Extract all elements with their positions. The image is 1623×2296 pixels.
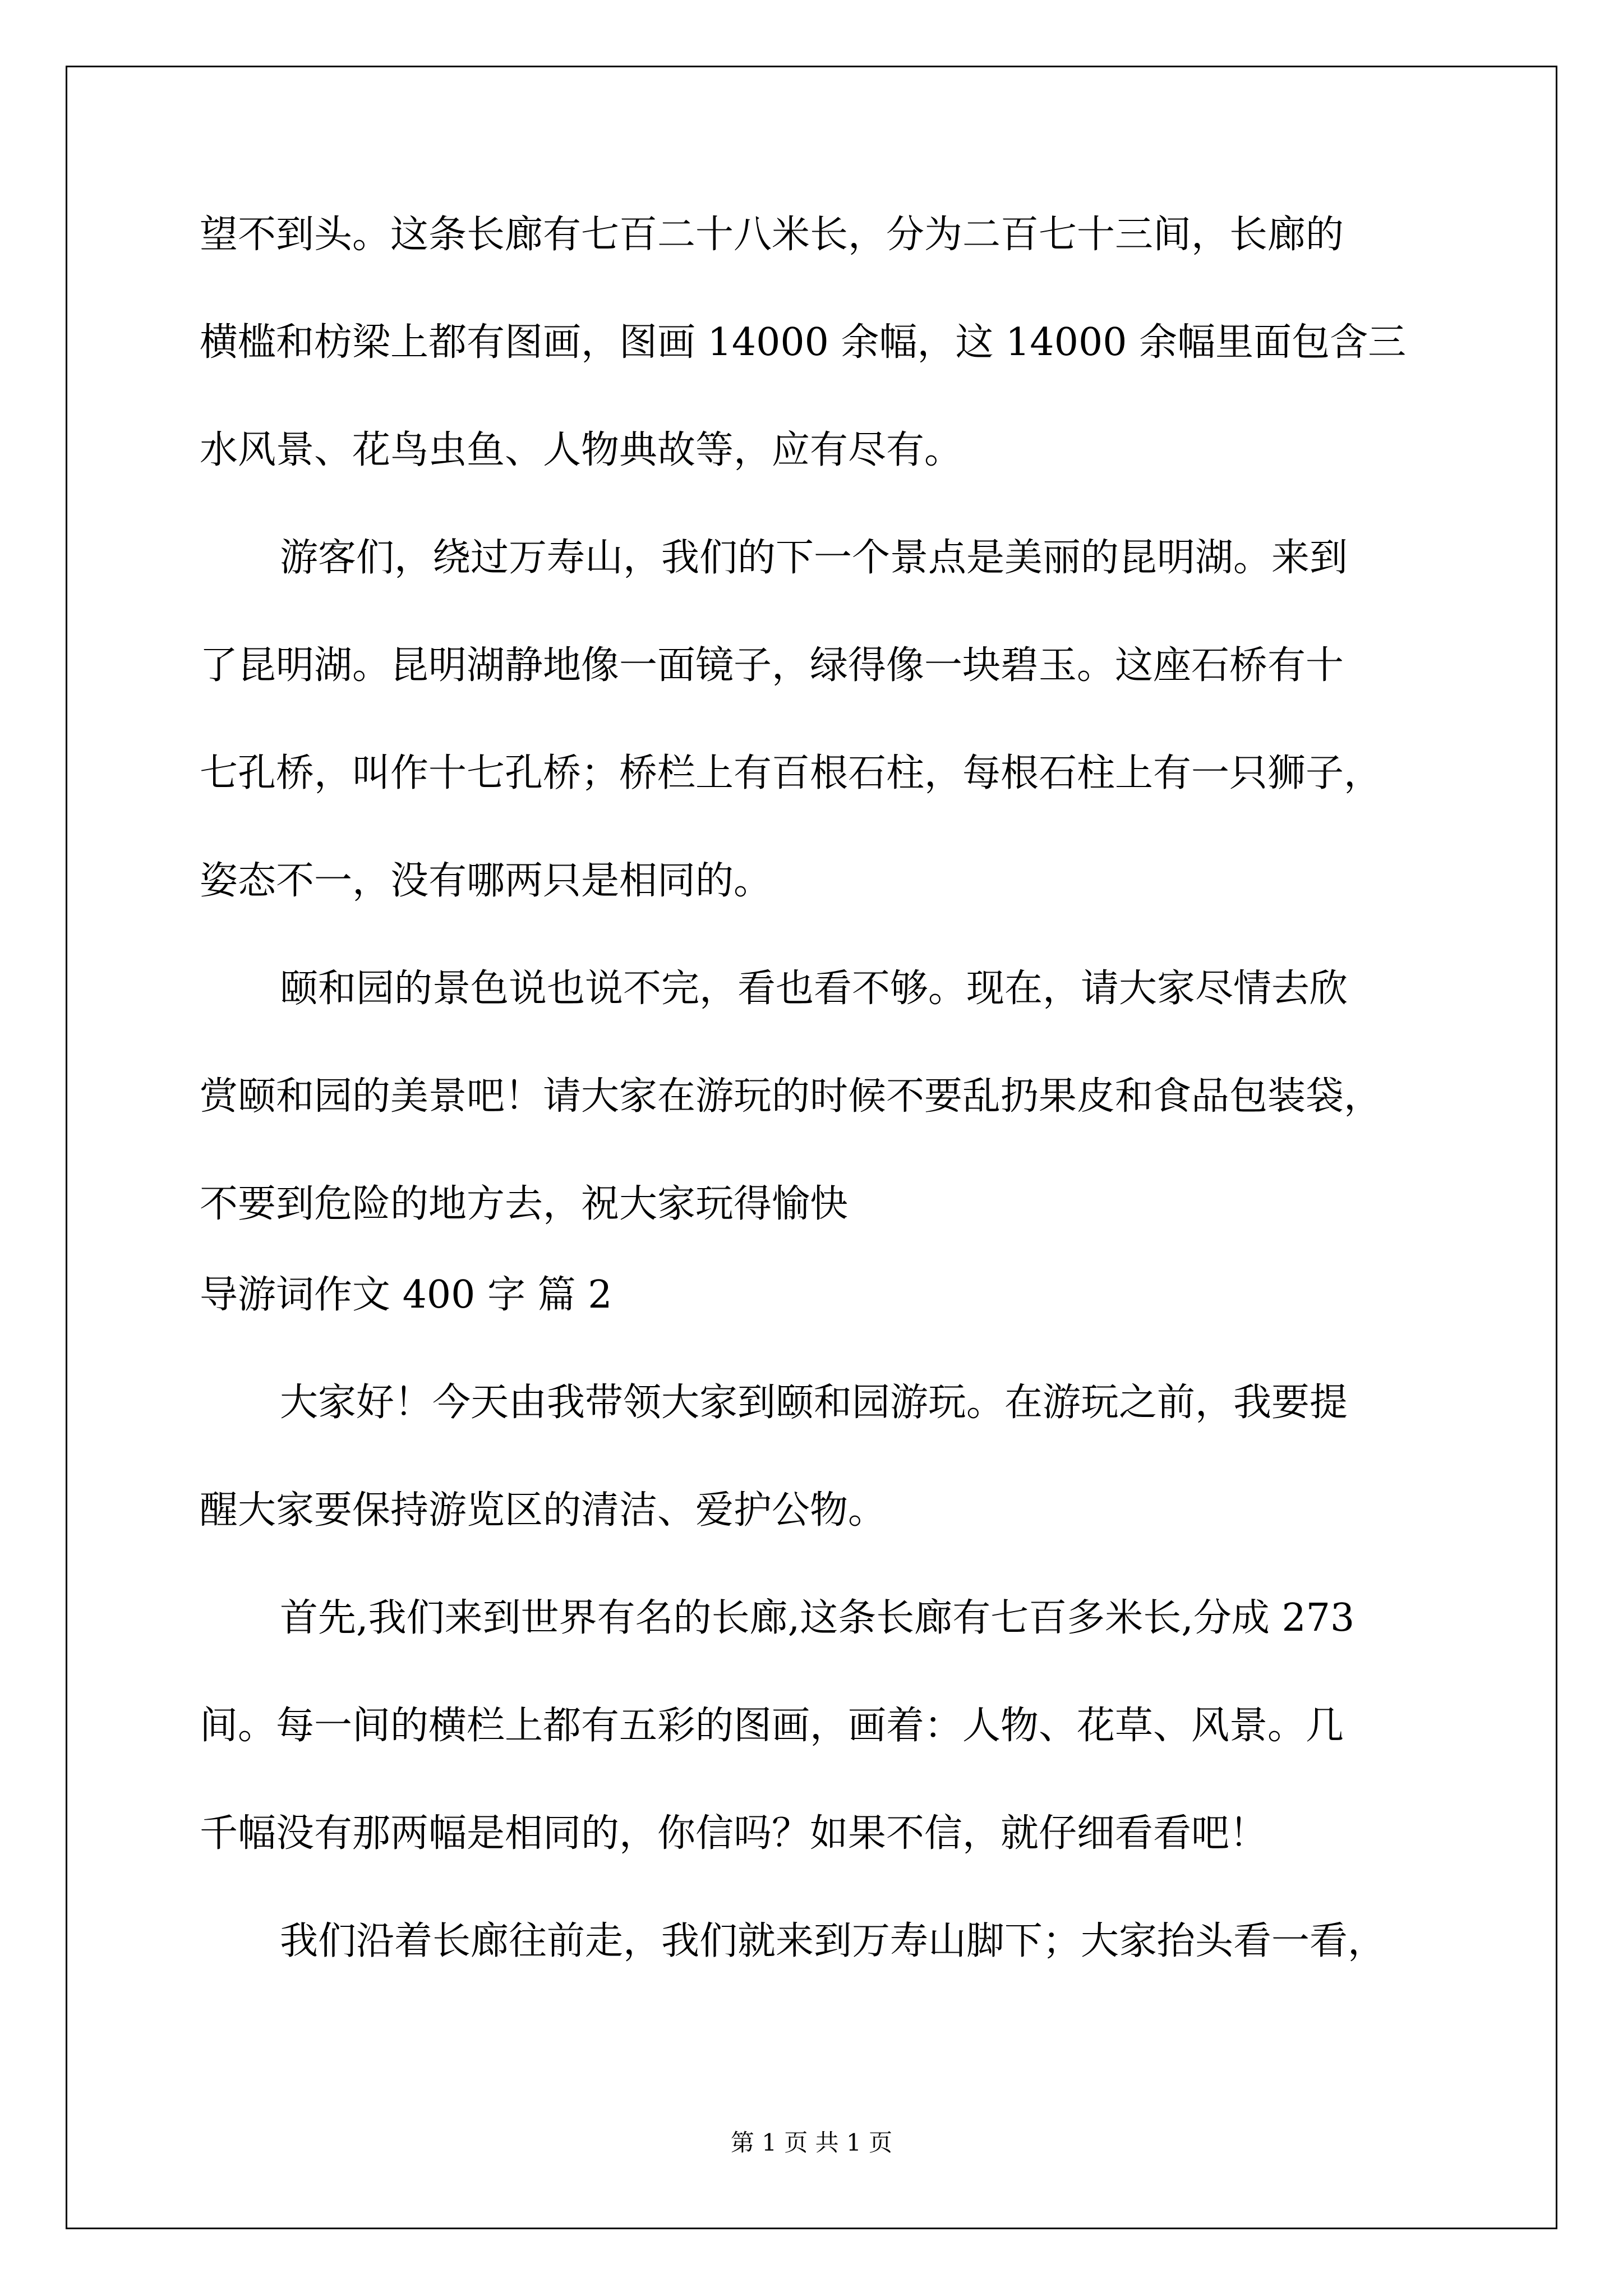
text-line: 了昆明湖。昆明湖静地像一面镜子，绿得像一块碧玉。这座石桥有十 <box>200 643 1344 688</box>
text-line: 颐和园的景色说也说不完，看也看不够。现在，请大家尽情去欣 <box>280 967 1348 1011</box>
text-line: 大家好！今天由我带领大家到颐和园游玩。在游玩之前，我要提 <box>280 1381 1348 1425</box>
text-line: 望不到头。这条长廊有七百二十八米长，分为二百七十三间，长廊的 <box>200 213 1344 257</box>
text-line: 水风景、花鸟虫鱼、人物典故等，应有尽有。 <box>200 428 963 472</box>
text-line: 醒大家要保持游览区的清洁、爱护公物。 <box>200 1488 887 1533</box>
text-line: 间。每一间的横栏上都有五彩的图画，画着：人物、花草、风景。几 <box>200 1704 1344 1748</box>
text-line: 游客们，绕过万寿山，我们的下一个景点是美丽的昆明湖。来到 <box>280 536 1348 580</box>
text-line: 姿态不一，没有哪两只是相同的。 <box>200 859 772 903</box>
text-line: 七孔桥，叫作十七孔桥；桥栏上有百根石柱，每根石柱上有一只狮子， <box>200 751 1382 795</box>
section-heading: 导游词作文 400 字 篇 2 <box>200 1273 612 1317</box>
page-border <box>66 66 1557 2229</box>
text-line: 我们沿着长廊往前走，我们就来到万寿山脚下；大家抬头看一看， <box>280 1919 1386 1963</box>
text-line: 千幅没有那两幅是相同的，你信吗？如果不信，就仔细看看吧！ <box>200 1811 1268 1856</box>
text-line: 赏颐和园的美景吧！请大家在游玩的时候不要乱扔果皮和食品包装袋， <box>200 1074 1382 1119</box>
text-line: 首先,我们来到世界有名的长廊,这条长廊有七百多米长,分成 273 <box>280 1596 1355 1640</box>
text-line: 横槛和枋梁上都有图画，图画 14000 余幅，这 14000 余幅里面包含三 <box>200 320 1407 365</box>
page-footer: 第 1 页 共 1 页 <box>730 2129 893 2156</box>
text-line: 不要到危险的地方去，祝大家玩得愉快 <box>200 1182 849 1226</box>
